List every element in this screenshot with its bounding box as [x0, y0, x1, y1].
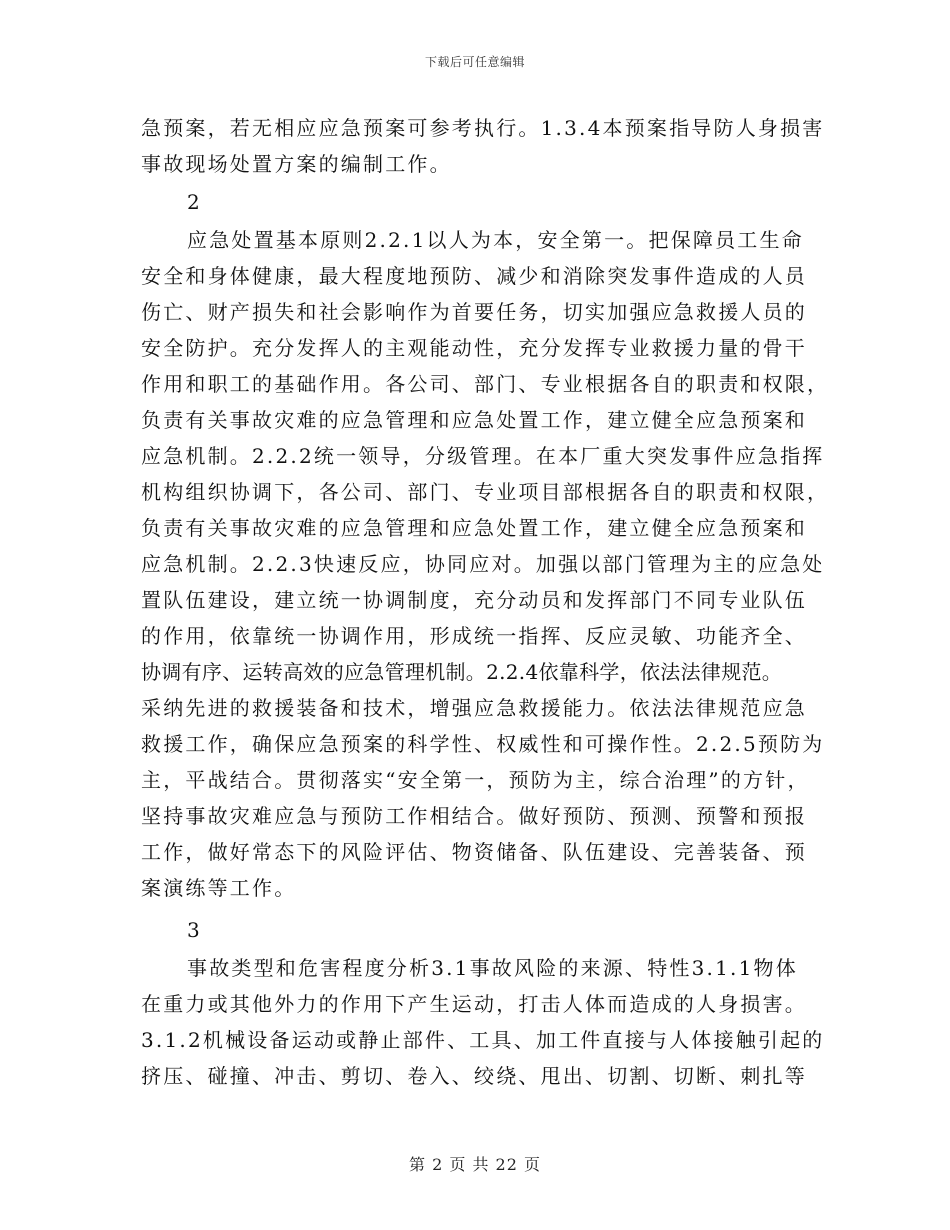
body-line: 负责有关事故灾难的应急管理和应急处置工作，建立健全应急预案和 [141, 408, 807, 432]
section-number: 2 [187, 190, 200, 214]
body-line: 主，平战结合。贯彻落实“安全第一，预防为主，综合治理”的方针， [141, 768, 810, 792]
body-line: 急预案，若无相应应急预案可参考执行。1.3.4本预案指导防人身损害 [141, 116, 825, 140]
body-line: 伤亡、财产损失和社会影响作为首要任务，切实加强应急救援人员的 [141, 300, 807, 324]
body-line: 应急机制。2.2.2统一领导，分级管理。在本厂重大突发事件应急指挥 [141, 444, 825, 468]
body-line: 工作，做好常态下的风险评估、物资储备、队伍建设、完善装备、预 [141, 840, 807, 864]
body-line: 安全防护。充分发挥人的主观能动性，充分发挥专业救援力量的骨干 [141, 336, 807, 360]
body-line: 机构组织协调下，各公司、部门、专业项目部根据各自的职责和权限， [141, 480, 830, 504]
body-line: 挤压、碰撞、冲击、剪切、卷入、绞绕、甩出、切割、切断、刺扎等 [141, 1064, 807, 1088]
page-footer: 第 2 页 共 22 页 [409, 1155, 541, 1174]
body-line: 救援工作，确保应急预案的科学性、权威性和可操作性。2.2.5预防为 [141, 732, 825, 756]
section-heading-line: 应急处置基本原则2.2.1以人为本，安全第一。把保障员工生命 [187, 228, 804, 252]
body-line: 的作用，依靠统一协调作用，形成统一指挥、反应灵敏、功能齐全、 [141, 624, 807, 648]
body-line: 案演练等工作。 [141, 876, 297, 900]
body-line: 置队伍建设，建立统一协调制度，充分动员和发挥部门不同专业队伍 [141, 588, 807, 612]
body-line: 坚持事故灾难应急与预防工作相结合。做好预防、预测、预警和预报 [141, 804, 807, 828]
document-body [141, 110, 831, 1094]
body-line: 负责有关事故灾难的应急管理和应急处置工作，建立健全应急预案和 [141, 516, 807, 540]
body-line: 作用和职工的基础作用。各公司、部门、专业根据各自的职责和权限， [141, 372, 830, 396]
body-line: 事故现场处置方案的编制工作。 [141, 152, 452, 176]
body-line: 采纳先进的救援装备和技术，增强应急救援能力。依法法律规范应急 [141, 696, 807, 720]
body-line: 应急机制。2.2.3快速反应，协同应对。加强以部门管理为主的应急处 [141, 552, 825, 576]
body-line: 协调有序、运转高效的应急管理机制。2.2.4依靠科学，依法法律规范。 [141, 660, 783, 684]
section-heading-line: 事故类型和危害程度分析3.1事故风险的来源、特性3.1.1物体 [187, 956, 798, 980]
body-line: 安全和身体健康，最大程度地预防、减少和消除突发事件造成的人员 [141, 264, 807, 288]
section-number: 3 [187, 918, 200, 942]
body-line: 3.1.2机械设备运动或静止部件、工具、加工件直接与人体接触引起的 [141, 1028, 825, 1052]
page-header: 下载后可任意编辑 [424, 55, 525, 69]
body-line: 在重力或其他外力的作用下产生运动，打击人体而造成的人身损害。 [141, 992, 807, 1016]
